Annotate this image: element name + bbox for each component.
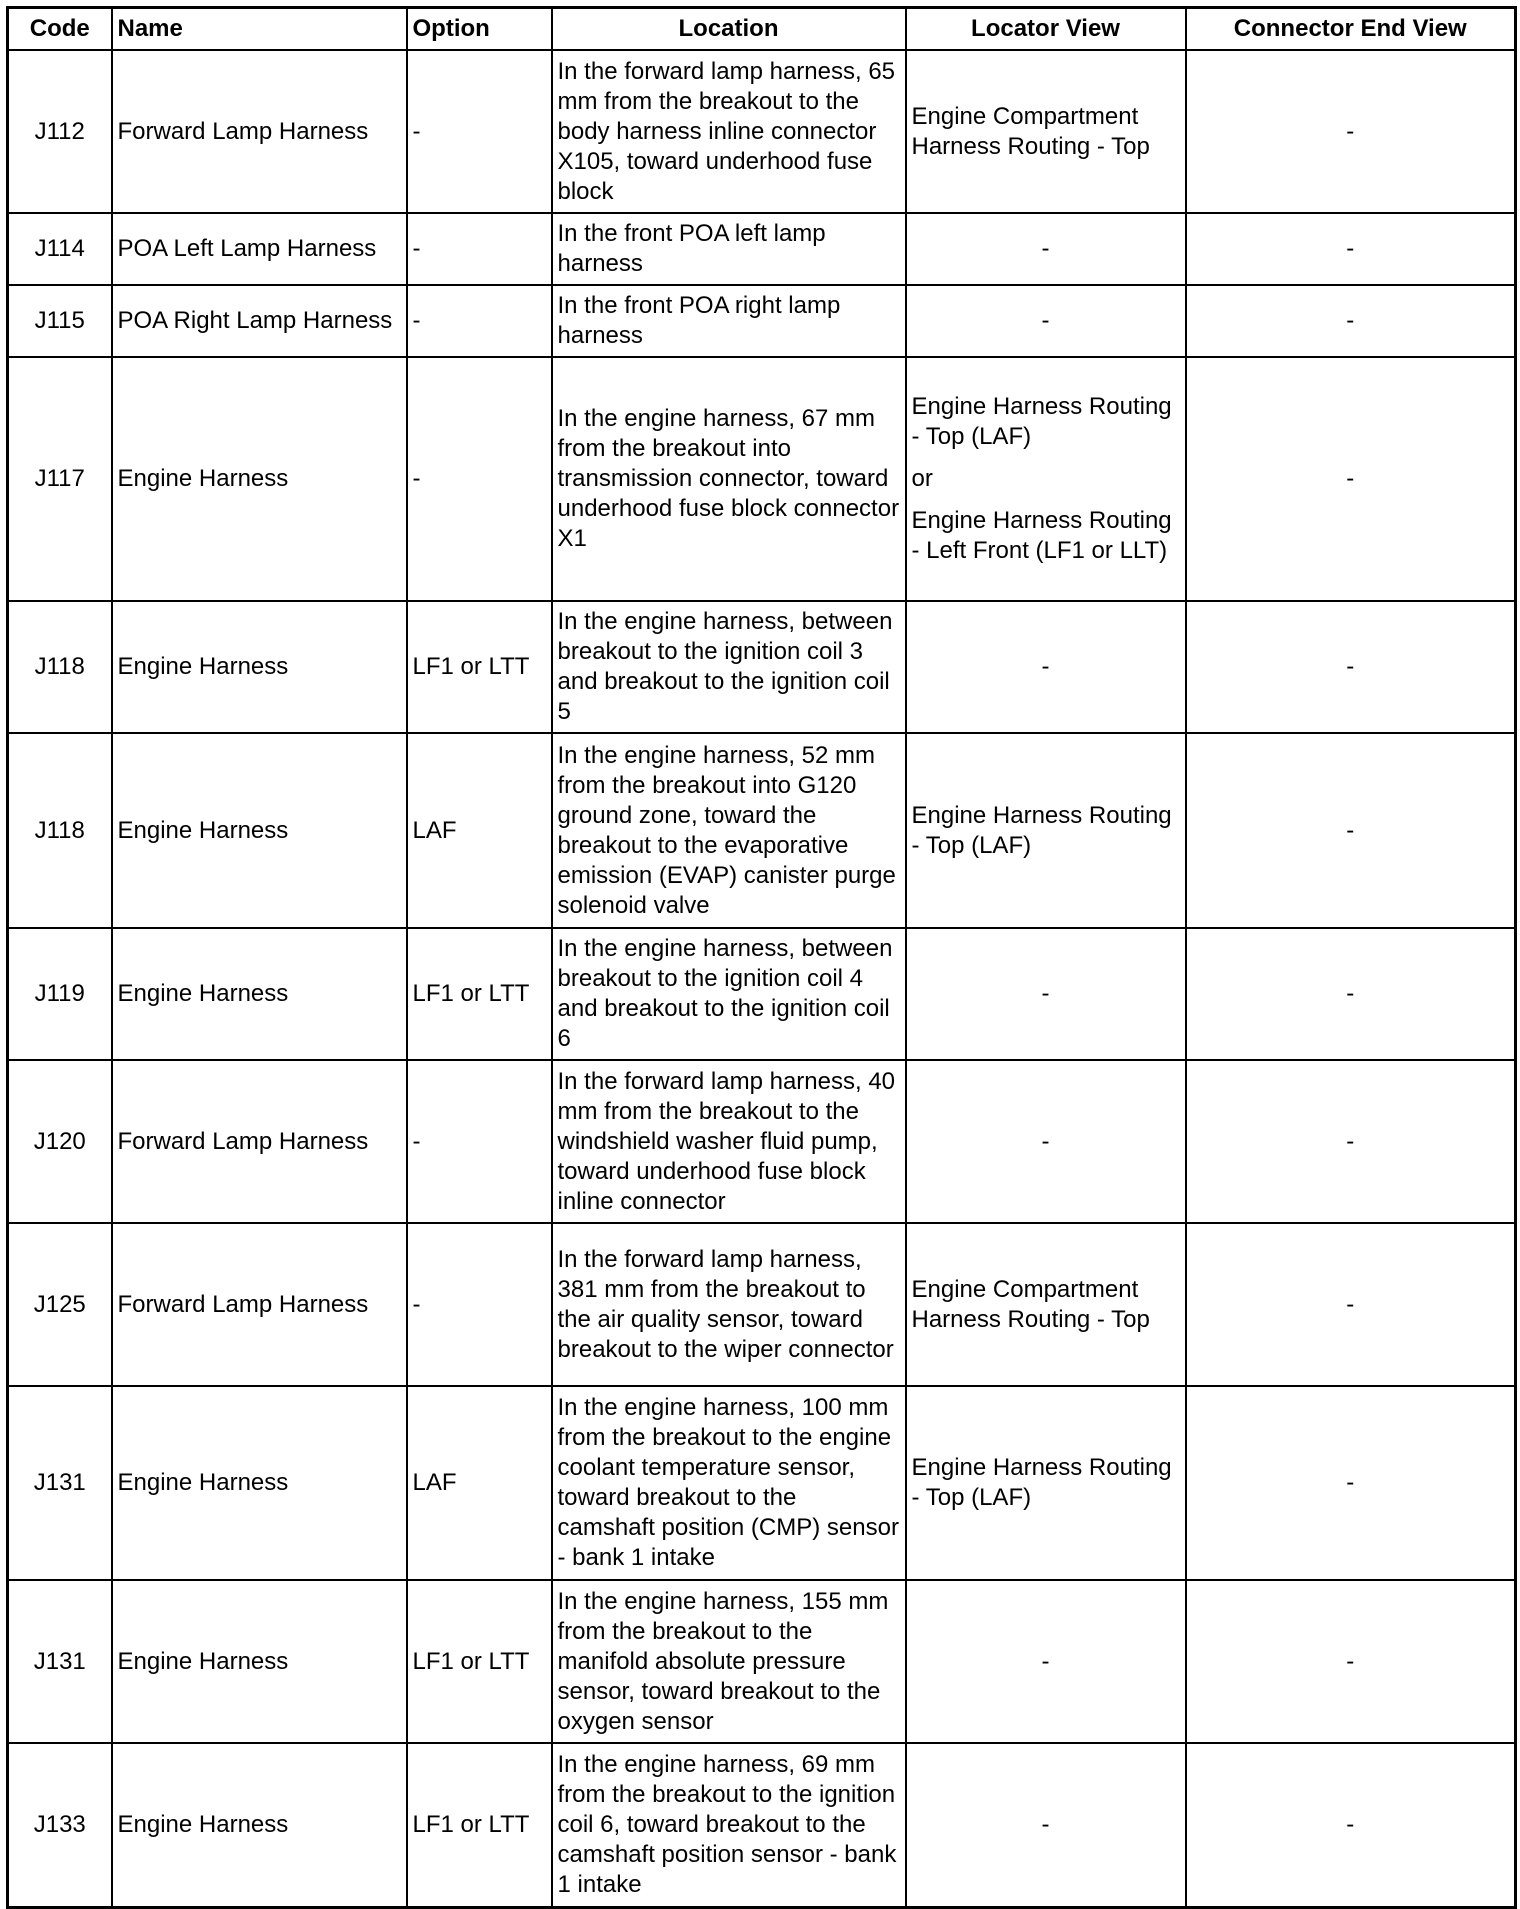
table-row — [8, 1060, 1516, 1223]
cell-location: In the engine harness, 155 mm from the breakout to the manifold absolute pressure sensor, toward breakout to the oxygen sensor — [552, 1580, 906, 1743]
cell-code: J118 — [8, 733, 112, 928]
table-row — [8, 601, 1516, 733]
cell-connector-end-view: - — [1186, 50, 1516, 213]
cell-code: J114 — [8, 213, 112, 285]
cell-connector-end-view: - — [1186, 213, 1516, 285]
cell-code: J120 — [8, 1060, 112, 1223]
cell-locator-view: Engine Harness Routing - Top (LAF) — [906, 733, 1186, 928]
table-row — [8, 733, 1516, 928]
cell-name: Forward Lamp Harness — [112, 50, 407, 213]
cell-locator-view: Engine Harness Routing - Top (LAF) — [906, 1386, 1186, 1580]
cell-code: J119 — [8, 928, 112, 1060]
table-row — [8, 1386, 1516, 1580]
table-row — [8, 357, 1516, 601]
cell-option: LF1 or LTT — [407, 601, 552, 733]
cell-option: LF1 or LTT — [407, 928, 552, 1060]
cell-location: In the engine harness, 52 mm from the breakout into G120 ground zone, toward the breakout to the evaporative emission (EVAP) canister purge solenoid valve — [552, 733, 906, 928]
cell-locator-view: - — [906, 928, 1186, 1060]
table-row — [8, 1743, 1516, 1907]
cell-name: Engine Harness — [112, 601, 407, 733]
cell-location: In the engine harness, between breakout to the ignition coil 3 and breakout to the ignition coil 5 — [552, 601, 906, 733]
cell-connector-end-view: - — [1186, 1743, 1516, 1907]
cell-connector-end-view: - — [1186, 285, 1516, 357]
cell-locator-view: - — [906, 1060, 1186, 1223]
table-row — [8, 285, 1516, 357]
cell-option: - — [407, 1060, 552, 1223]
cell-name: Engine Harness — [112, 928, 407, 1060]
table-row — [8, 1580, 1516, 1743]
cell-connector-end-view: - — [1186, 601, 1516, 733]
header-location: Location — [552, 8, 906, 51]
cell-location: In the forward lamp harness, 381 mm from the breakout to the air quality sensor, toward breakout to the wiper connector — [552, 1223, 906, 1386]
cell-locator-view: - — [906, 213, 1186, 285]
cell-location: In the front POA left lamp harness — [552, 213, 906, 285]
cell-name: Engine Harness — [112, 357, 407, 601]
table-row — [8, 1223, 1516, 1386]
cell-locator-view: - — [906, 285, 1186, 357]
header-option: Option — [407, 8, 552, 51]
cell-locator-view: - — [906, 1743, 1186, 1907]
cell-code: J115 — [8, 285, 112, 357]
cell-location: In the front POA right lamp harness — [552, 285, 906, 357]
header-name: Name — [112, 8, 407, 51]
cell-name: Engine Harness — [112, 1743, 407, 1907]
cell-code: J117 — [8, 357, 112, 601]
cell-option: LAF — [407, 1386, 552, 1580]
header-locator-view: Locator View — [906, 8, 1186, 51]
cell-name: Forward Lamp Harness — [112, 1060, 407, 1223]
cell-connector-end-view: - — [1186, 1580, 1516, 1743]
cell-locator-view: - — [906, 1580, 1186, 1743]
cell-name: POA Left Lamp Harness — [112, 213, 407, 285]
header-row — [8, 8, 1516, 51]
cell-code: J133 — [8, 1743, 112, 1907]
table-row — [8, 50, 1516, 213]
cell-name: POA Right Lamp Harness — [112, 285, 407, 357]
cell-code: J131 — [8, 1580, 112, 1743]
cell-name: Engine Harness — [112, 733, 407, 928]
cell-locator-view: Engine Compartment Harness Routing - Top — [906, 50, 1186, 213]
cell-name: Engine Harness — [112, 1580, 407, 1743]
cell-location: In the forward lamp harness, 40 mm from the breakout to the windshield washer fluid pump, toward underhood fuse block inline connector — [552, 1060, 906, 1223]
cell-name: Engine Harness — [112, 1386, 407, 1580]
cell-connector-end-view: - — [1186, 928, 1516, 1060]
cell-option: - — [407, 357, 552, 601]
cell-code: J125 — [8, 1223, 112, 1386]
cell-location: In the engine harness, between breakout to the ignition coil 4 and breakout to the ignition coil 6 — [552, 928, 906, 1060]
header-connector-end-view: Connector End View — [1186, 8, 1516, 51]
cell-code: J112 — [8, 50, 112, 213]
cell-connector-end-view: - — [1186, 733, 1516, 928]
table-row — [8, 928, 1516, 1060]
cell-option: - — [407, 285, 552, 357]
cell-option: - — [407, 1223, 552, 1386]
cell-name: Forward Lamp Harness — [112, 1223, 407, 1386]
inline-connector-table — [6, 6, 1517, 1909]
cell-location: In the engine harness, 69 mm from the breakout to the ignition coil 6, toward breakout to the camshaft position sensor - bank 1 intake — [552, 1743, 906, 1907]
cell-connector-end-view: - — [1186, 357, 1516, 601]
cell-option: LF1 or LTT — [407, 1743, 552, 1907]
cell-option: - — [407, 50, 552, 213]
locator-view-option-b: Engine Harness Routing - Left Front (LF1 or LLT) — [911, 507, 1172, 564]
header-code: Code — [8, 8, 112, 51]
cell-locator-view — [906, 357, 1186, 601]
cell-code: J118 — [8, 601, 112, 733]
cell-option: - — [407, 213, 552, 285]
cell-option: LAF — [407, 733, 552, 928]
cell-locator-view: Engine Compartment Harness Routing - Top — [906, 1223, 1186, 1386]
locator-view-or: or — [911, 465, 933, 492]
connector-table-container — [6, 6, 1514, 1909]
locator-view-option-a: Engine Harness Routing - Top (LAF) — [911, 393, 1172, 450]
cell-connector-end-view: - — [1186, 1223, 1516, 1386]
cell-connector-end-view: - — [1186, 1060, 1516, 1223]
cell-code: J131 — [8, 1386, 112, 1580]
cell-location: In the engine harness, 100 mm from the breakout to the engine coolant temperature sensor, toward breakout to the camshaft position (CMP) sensor - bank 1 intake — [552, 1386, 906, 1580]
table-row — [8, 213, 1516, 285]
cell-connector-end-view: - — [1186, 1386, 1516, 1580]
cell-locator-view: - — [906, 601, 1186, 733]
cell-location: In the engine harness, 67 mm from the breakout into transmission connector, toward underhood fuse block connector X1 — [552, 357, 906, 601]
cell-option: LF1 or LTT — [407, 1580, 552, 1743]
cell-location: In the forward lamp harness, 65 mm from the breakout to the body harness inline connector X105, toward underhood fuse block — [552, 50, 906, 213]
